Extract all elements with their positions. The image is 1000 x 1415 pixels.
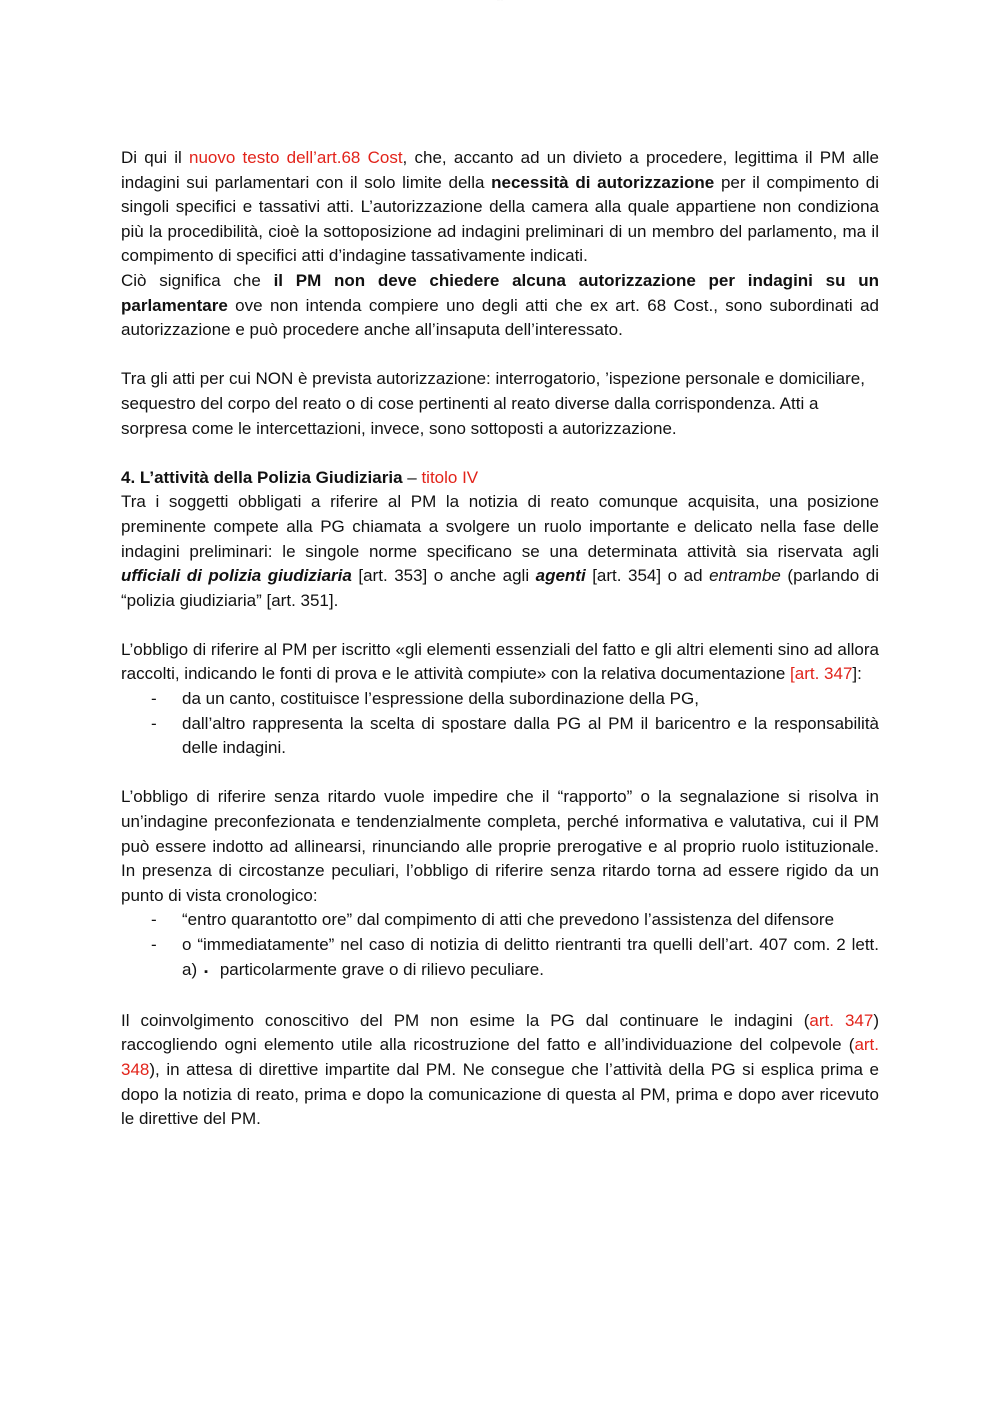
- text: L’obbligo di riferire al PM per iscritto «gli elementi essenziali del fatto e gli altri elementi sino ad allora raccolti, indicando le fonti di prova e le attività compiute» con la relativa documentazione: [121, 639, 879, 684]
- link-art-347[interactable]: [art. 347: [790, 664, 853, 684]
- link-art-347[interactable]: art. 347: [809, 1010, 874, 1030]
- paragraph-senza-ritardo: L’obbligo di riferire senza ritardo vuole impedire che il “rapporto” o la segnalazione si risolva in un’indagine preconfezionata e tendenzialmente completa, perché informativa e valutativa, cui il PM può essere indotto ad allinearsi, rinunciando alle proprie prerogative e al proprio ruolo istituzionale. In presenza di circostanze peculiari, l’obbligo di riferire senza ritardo torna ad essere rigido da un punto di vista cronologico:: [121, 787, 879, 905]
- text: , che, accanto ad un divieto a procedere, legittima il PM alle indagini sui parlamentari con il solo limite della: [121, 148, 880, 192]
- text: Il coinvolgimento conoscitivo del PM non esime la PG dal continuare le indagini (: [121, 1010, 810, 1030]
- list-item: [121, 687, 879, 712]
- text: Di qui il: [121, 148, 189, 167]
- text: per il compimento di singoli specifici e tassativi atti. L’autorizzazione della camera alla quale appartiene non condiziona più la procedibilità, cioè la sottoposizione ad indagini preliminari di un membro del parlamento, ma il compimento di specifici atti d’indagine tassativamente indicati.: [121, 172, 880, 266]
- bold-italic-text: ufficiali di polizia giudiziaria: [121, 566, 352, 586]
- dash-icon: -: [151, 689, 157, 709]
- spacer: [121, 343, 879, 368]
- spacer: [121, 984, 879, 1009]
- list-item: [121, 712, 879, 761]
- paragraph-soggetti-obbligati: [121, 490, 879, 613]
- section-heading: [121, 466, 879, 491]
- heading-title: 4. L’attività della Polizia Giudiziaria: [121, 467, 403, 487]
- italic-text: entrambe: [709, 566, 781, 586]
- list-item: [121, 933, 879, 984]
- list-item: [121, 908, 879, 933]
- list-item-text: dall’altro rappresenta la scelta di spostare dalla PG al PM il baricentro e la responsabilità delle indagini.: [182, 713, 879, 758]
- square-bullet-icon: ▪: [204, 965, 209, 978]
- dash-icon: -: [151, 713, 157, 733]
- bold-text: il PM non deve chiedere alcuna autorizzazione per indagini su un parlamentare: [121, 270, 879, 315]
- text: Ciò significa che: [121, 270, 274, 290]
- spacer: [121, 441, 879, 466]
- dash-icon: -: [151, 910, 157, 930]
- text: Tra i soggetti obbligati a riferire al PM la notizia di reato comunque acquisita, una posizione preminente compete alla PG chiamata a svolgere un ruolo importante e delicato nella fase delle indagini preliminari: le singole norme specificano se una determinata attività sia riservata agli: [121, 492, 879, 561]
- spacer: [121, 613, 879, 638]
- heading-dash: –: [402, 467, 422, 487]
- paragraph-obbligo-riferire: [121, 638, 879, 687]
- text: ]:: [852, 664, 862, 684]
- text: ) raccogliendo ogni elemento utile alla ricostruzione del fatto e all’individuazione del colpevole (: [121, 1010, 879, 1055]
- text: ove non intenda compiere uno degli atti che ex art. 68 Cost., sono subordinati ad autorizzazione e può procedere anche all’insaputa dell’interessato.: [121, 295, 879, 340]
- link-art-348[interactable]: art. 348: [121, 1035, 879, 1079]
- link-titolo-iv[interactable]: titolo IV: [421, 467, 479, 487]
- text: ), in attesa di direttive impartite dal PM. Ne consegue che l’attività della PG si esplica prima e dopo la notizia di reato, prima e dopo la comunicazione di questa al PM, prima e dopo aver ricevuto le direttive del PM.: [121, 1059, 879, 1129]
- paragraph-atti-non-autorizzati: Tra gli atti per cui NON è prevista autorizzazione: interrogatorio, ’ispezione personale e domiciliare, sequestro del corpo del reato o di cose pertinenti al reato diverse dalla corrispondenza. Atti a sorpresa come le intercettazioni, invece, sono sottoposti a autorizzazione.: [121, 369, 865, 438]
- text: (parlando di “polizia giudiziaria” [art. 351].: [121, 566, 879, 610]
- dash-list-2: [121, 908, 879, 984]
- bold-text: necessità di autorizzazione: [491, 172, 715, 192]
- dash-list-1: [121, 687, 879, 761]
- bold-italic-text: agenti: [535, 566, 586, 586]
- paragraph-art68: [121, 146, 879, 269]
- text: [art. 354] o ad: [585, 566, 710, 586]
- list-item-text: da un canto, costituisce l’espressione della subordinazione della PG,: [182, 689, 699, 709]
- header-mark: · · · · ·: [497, 0, 503, 2]
- list-item-text: particolarmente grave o di rilievo peculiare.: [215, 959, 544, 979]
- list-item-text: “entro quarantotto ore” dal compimento di atti che prevedono l’assistenza del difensore: [182, 910, 835, 930]
- text: [art. 353] o anche agli: [351, 566, 536, 586]
- document-body: [121, 146, 879, 1132]
- paragraph-coinvolgimento-pm: [121, 1009, 879, 1132]
- dash-icon: -: [151, 935, 157, 954]
- list-item-text: o “immediatamente” nel caso di notizia di delitto rientranti tra quelli dell’art. 407 com. 2 lett. a): [182, 935, 879, 979]
- spacer: [121, 761, 879, 786]
- paragraph-pm-autorizzazione: [121, 269, 879, 343]
- link-nuovo-testo[interactable]: nuovo testo dell’art.68 Cost: [189, 148, 403, 167]
